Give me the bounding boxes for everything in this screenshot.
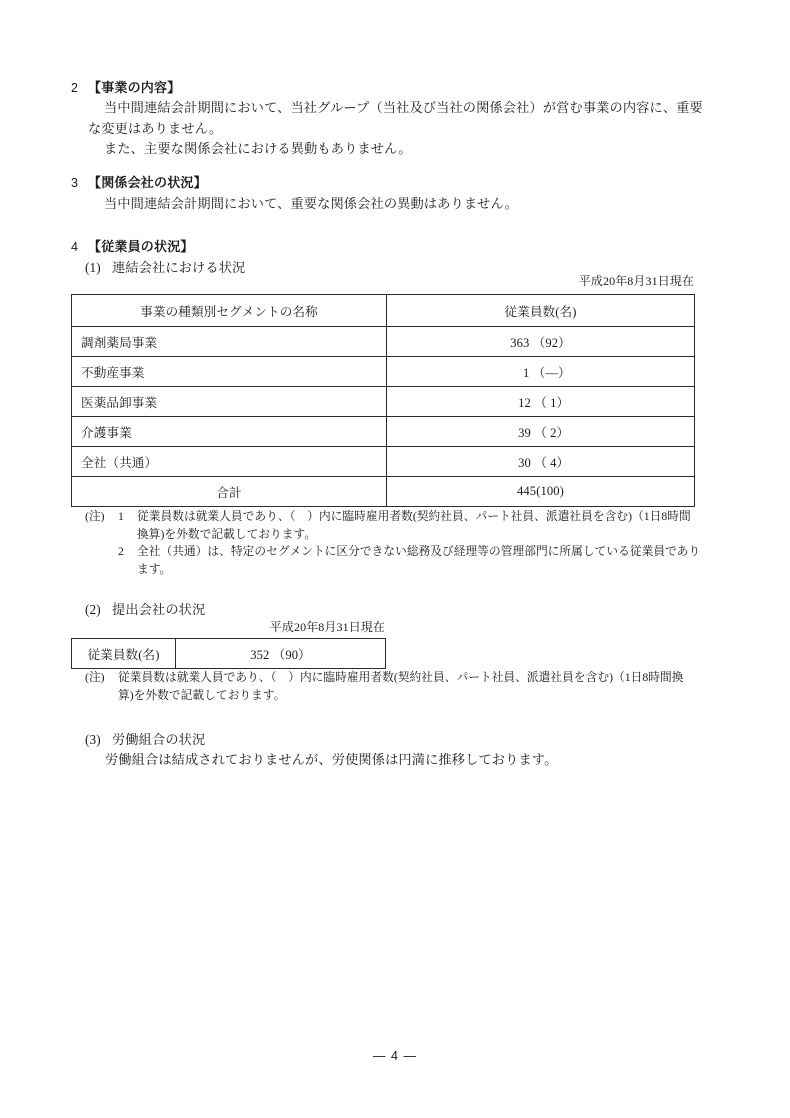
page-number: — 4 —: [373, 1049, 417, 1063]
cell-segment-name: 全社（共通）: [72, 447, 387, 477]
note-line: ます。: [137, 562, 172, 576]
subsection-heading-union: [85, 730, 205, 749]
table-row: [72, 387, 695, 417]
subsection-heading-filer: [85, 600, 205, 619]
as-of-date-filer: 平成20年8月31日現在: [269, 620, 385, 634]
employee-count-value: 39 （ 2）: [511, 426, 570, 440]
cell-segment-name: 医薬品卸事業: [72, 387, 387, 417]
employee-count-value: 1 （―）: [510, 366, 571, 380]
cell-employee-count: [387, 447, 695, 477]
note-index: 1: [118, 510, 124, 523]
consolidated-employees-table: [71, 294, 695, 507]
as-of-date-consolidated: 平成20年8月31日現在: [578, 274, 694, 288]
note-line: 従業員数は就業人員であり、（ ）内に臨時雇用者数(契約社員、パート社員、派遣社員を含む)（1日8時間換: [118, 671, 684, 684]
employee-count-value: 363 （92）: [510, 336, 571, 350]
employee-count-value: 352 （90）: [250, 648, 311, 662]
table-row: [72, 327, 695, 357]
column-header-employees-filer: 従業員数(名): [72, 639, 176, 669]
subsection-number-3: (3): [85, 732, 101, 747]
section-title-2: 【事業の内容】: [88, 81, 181, 96]
subsection-union-paragraph: 労働組合は結成されておりませんが、労使関係は円満に推移しております。: [105, 752, 558, 767]
note-index: 2: [118, 545, 124, 558]
note-line: 換算)を外数で記載しております。: [137, 527, 317, 541]
section-number-2: 2: [71, 81, 79, 95]
subsection-title-3: 労働組合の状況: [112, 732, 206, 747]
note-label: (注): [85, 510, 105, 523]
cell-employee-count-filer: [176, 639, 386, 669]
subsection-title-1: 連結会社における状況: [112, 260, 246, 275]
cell-employee-count: [387, 387, 695, 417]
section-2-paragraph-2: また、主要な関係会社における異動もありません。: [104, 141, 412, 156]
section-2-paragraph-1: 当中間連結会計期間において、当社グループ（当社及び当社の関係会社）が営む事業の内容に、重要な変更はありません。: [88, 100, 703, 136]
note-line: 全社（共通）は、特定のセグメントに区分できない総務及び経理等の管理部門に所属している従業員であり: [137, 545, 701, 558]
cell-total-label: 合計: [72, 477, 387, 507]
subsection-number-2: (2): [85, 602, 101, 617]
subsection-number-1: (1): [85, 260, 101, 275]
section-3-paragraph-1: 当中間連結会計期間において、重要な関係会社の異動はありません。: [104, 196, 518, 211]
employee-count-value: 445(100): [517, 484, 564, 498]
notes-consolidated: [85, 508, 714, 578]
cell-segment-name: 介護事業: [72, 417, 387, 447]
note-text: [137, 508, 714, 543]
note-item: [85, 543, 714, 578]
subsection-title-2: 提出会社の状況: [112, 602, 206, 617]
section-number-4: 4: [71, 240, 79, 254]
table-row: [72, 417, 695, 447]
employee-count-value: 12 （ 1）: [511, 396, 570, 410]
cell-employee-count: [387, 417, 695, 447]
note-item: [85, 508, 714, 543]
cell-segment-name: 調剤薬局事業: [72, 327, 387, 357]
note-line: 従業員数は就業人員であり、（ ）内に臨時雇用者数(契約社員、パート社員、派遣社員を含む)（1日8時間: [137, 510, 691, 523]
cell-employee-count: [387, 357, 695, 387]
employee-count-value: 30 （ 4）: [511, 456, 570, 470]
table-total-row: [72, 477, 695, 507]
section-heading-2: [71, 78, 180, 98]
filer-employees-table: [71, 638, 386, 669]
table-row: [72, 357, 695, 387]
note-label: (注): [85, 671, 105, 684]
section-title-4: 【従業員の状況】: [88, 240, 194, 255]
table-header-row: [72, 295, 695, 327]
note-item: [85, 669, 714, 704]
table-row: [72, 639, 386, 669]
notes-filer: [85, 669, 714, 704]
section-heading-3: [71, 173, 207, 193]
section-number-3: 3: [71, 176, 79, 190]
note-text: [137, 543, 714, 578]
column-header-employees: 従業員数(名): [387, 295, 695, 327]
note-line: 算)を外数で記載しております。: [118, 688, 286, 702]
subsection-heading-consolidated: [85, 258, 245, 277]
cell-total-count: [387, 477, 695, 507]
cell-employee-count: [387, 327, 695, 357]
cell-segment-name: 不動産事業: [72, 357, 387, 387]
section-title-3: 【関係会社の状況】: [88, 176, 207, 191]
section-heading-4: [71, 237, 194, 257]
table-row: [72, 447, 695, 477]
column-header-segment: 事業の種類別セグメントの名称: [72, 295, 387, 327]
note-text: [118, 669, 714, 704]
